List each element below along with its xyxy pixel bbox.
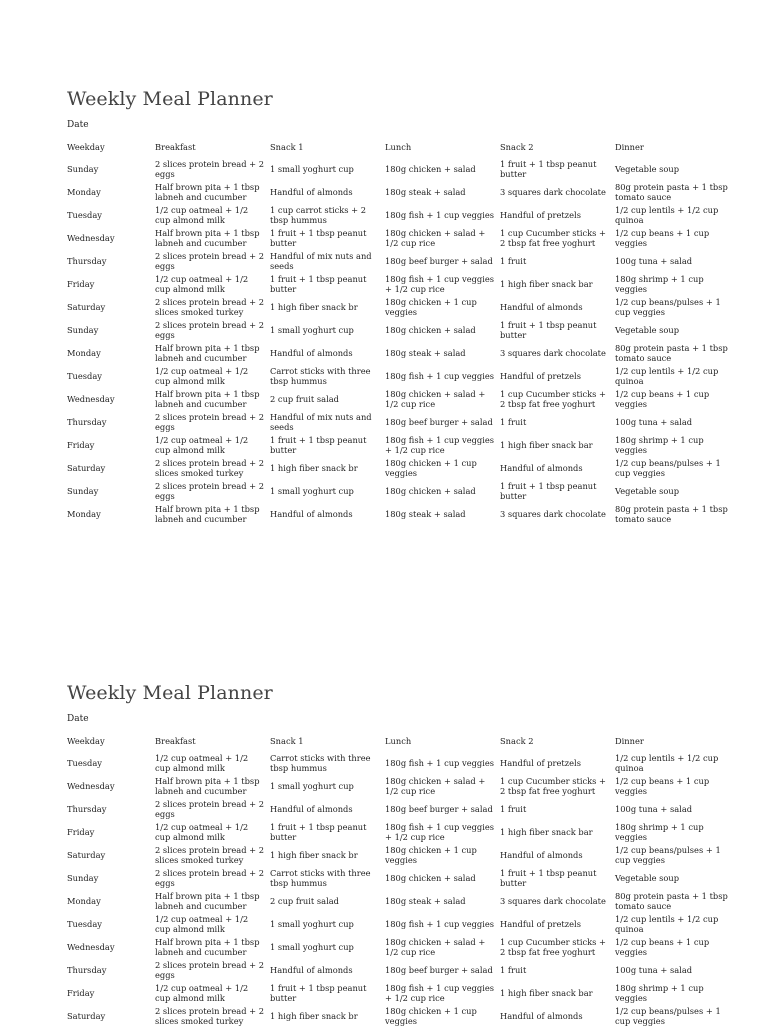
page-title: Weekly Meal Planner xyxy=(67,88,273,110)
weekday-cell: Tuesday xyxy=(67,757,102,768)
breakfast-cell: 2 slices protein bread + 2 eggs xyxy=(155,251,265,271)
dinner-cell: 1/2 cup beans/pulses + 1 cup veggies xyxy=(615,458,721,478)
snack2-cell: 1 cup Cucumber sticks + 2 tbsp fat free yoghurt xyxy=(500,937,606,957)
column-header: Weekday xyxy=(67,736,105,747)
breakfast-cell: Half brown pita + 1 tbsp labneh and cucumber xyxy=(155,182,260,202)
dinner-cell: 100g tuna + salad xyxy=(615,416,693,427)
dinner-cell: 80g protein pasta + 1 tbsp tomato sauce xyxy=(615,343,728,363)
lunch-cell: 180g steak + salad xyxy=(385,508,466,519)
breakfast-cell: Half brown pita + 1 tbsp labneh and cucumber xyxy=(155,891,260,911)
weekday-cell: Monday xyxy=(67,186,101,197)
weekday-cell: Friday xyxy=(67,278,95,289)
snack2-cell: Handful of almonds xyxy=(500,849,583,860)
breakfast-cell: 1/2 cup oatmeal + 1/2 cup almond milk xyxy=(155,914,249,934)
dinner-cell: 180g shrimp + 1 cup veggies xyxy=(615,274,704,294)
table-row xyxy=(65,503,730,526)
snack2-cell: Handful of almonds xyxy=(500,301,583,312)
dinner-cell: Vegetable soup xyxy=(615,163,680,174)
table-row xyxy=(65,752,730,775)
weekday-cell: Thursday xyxy=(67,964,107,975)
breakfast-cell: 2 slices protein bread + 2 eggs xyxy=(155,868,265,888)
weekday-cell: Sunday xyxy=(67,872,99,883)
breakfast-cell: 1/2 cup oatmeal + 1/2 cup almond milk xyxy=(155,435,249,455)
snack1-cell: 1 small yoghurt cup xyxy=(270,941,354,952)
snack2-cell: 1 fruit xyxy=(500,416,527,427)
table-row xyxy=(65,982,730,1005)
dinner-cell: 100g tuna + salad xyxy=(615,255,693,266)
breakfast-cell: 2 slices protein bread + 2 slices smoked turkey xyxy=(155,458,265,478)
dinner-cell: 80g protein pasta + 1 tbsp tomato sauce xyxy=(615,504,728,524)
table-row xyxy=(65,181,730,204)
table-row xyxy=(65,342,730,365)
dinner-cell: 80g protein pasta + 1 tbsp tomato sauce xyxy=(615,891,728,911)
weekday-cell: Tuesday xyxy=(67,918,102,929)
snack1-cell: Handful of almonds xyxy=(270,964,353,975)
lunch-cell: 180g fish + 1 cup veggies xyxy=(385,370,495,381)
lunch-cell: 180g beef burger + salad xyxy=(385,416,493,427)
column-header: Dinner xyxy=(615,736,644,747)
dinner-cell: 1/2 cup beans/pulses + 1 cup veggies xyxy=(615,1006,721,1026)
weekday-cell: Sunday xyxy=(67,324,99,335)
table-row xyxy=(65,867,730,890)
dinner-cell: 1/2 cup lentils + 1/2 cup quinoa xyxy=(615,753,719,773)
table-row xyxy=(65,480,730,503)
column-header: Snack 1 xyxy=(270,142,304,153)
table-row xyxy=(65,158,730,181)
snack1-cell: 1 high fiber snack br xyxy=(270,301,358,312)
dinner-cell: Vegetable soup xyxy=(615,872,680,883)
weekday-cell: Thursday xyxy=(67,803,107,814)
table-row xyxy=(65,411,730,434)
weekday-cell: Saturday xyxy=(67,1010,106,1021)
snack1-cell: 2 cup fruit salad xyxy=(270,393,339,404)
lunch-cell: 180g beef burger + salad xyxy=(385,964,493,975)
breakfast-cell: 2 slices protein bread + 2 slices smoked turkey xyxy=(155,1006,265,1026)
lunch-cell: 180g fish + 1 cup veggies + 1/2 cup rice xyxy=(385,822,495,842)
lunch-cell: 180g fish + 1 cup veggies xyxy=(385,918,495,929)
lunch-cell: 180g chicken + salad + 1/2 cup rice xyxy=(385,776,486,796)
snack1-cell: 1 fruit + 1 tbsp peanut butter xyxy=(270,822,367,842)
table-row xyxy=(65,434,730,457)
table-row xyxy=(65,273,730,296)
snack2-cell: 1 high fiber snack bar xyxy=(500,987,593,998)
column-header: Weekday xyxy=(67,142,105,153)
column-header: Breakfast xyxy=(155,736,196,747)
breakfast-cell: Half brown pita + 1 tbsp labneh and cucumber xyxy=(155,389,260,409)
breakfast-cell: 1/2 cup oatmeal + 1/2 cup almond milk xyxy=(155,822,249,842)
table-row xyxy=(65,913,730,936)
breakfast-cell: 1/2 cup oatmeal + 1/2 cup almond milk xyxy=(155,983,249,1003)
snack2-cell: 1 fruit xyxy=(500,964,527,975)
dinner-cell: 1/2 cup beans + 1 cup veggies xyxy=(615,776,710,796)
lunch-cell: 180g fish + 1 cup veggies + 1/2 cup rice xyxy=(385,983,495,1003)
lunch-cell: 180g chicken + salad + 1/2 cup rice xyxy=(385,937,486,957)
breakfast-cell: 2 slices protein bread + 2 slices smoked turkey xyxy=(155,297,265,317)
lunch-cell: 180g chicken + salad + 1/2 cup rice xyxy=(385,228,486,248)
table-row xyxy=(65,388,730,411)
lunch-cell: 180g steak + salad xyxy=(385,347,466,358)
breakfast-cell: 2 slices protein bread + 2 eggs xyxy=(155,960,265,980)
table-row xyxy=(65,821,730,844)
table-row xyxy=(65,890,730,913)
dinner-cell: 1/2 cup beans + 1 cup veggies xyxy=(615,937,710,957)
dinner-cell: Vegetable soup xyxy=(615,485,680,496)
weekday-cell: Thursday xyxy=(67,416,107,427)
snack1-cell: 1 fruit + 1 tbsp peanut butter xyxy=(270,435,367,455)
table-row xyxy=(65,1005,730,1028)
column-header: Dinner xyxy=(615,142,644,153)
snack1-cell: 1 high fiber snack br xyxy=(270,849,358,860)
lunch-cell: 180g fish + 1 cup veggies + 1/2 cup rice xyxy=(385,435,495,455)
column-header: Snack 2 xyxy=(500,142,534,153)
snack2-cell: Handful of almonds xyxy=(500,462,583,473)
breakfast-cell: 2 slices protein bread + 2 eggs xyxy=(155,799,265,819)
snack2-cell: 1 high fiber snack bar xyxy=(500,826,593,837)
snack2-cell: 3 squares dark chocolate xyxy=(500,347,606,358)
meal-plan-table xyxy=(65,732,730,1028)
weekday-cell: Wednesday xyxy=(67,941,115,952)
column-header: Lunch xyxy=(385,142,412,153)
weekday-cell: Saturday xyxy=(67,849,106,860)
snack2-cell: 3 squares dark chocolate xyxy=(500,895,606,906)
meal-plan-table xyxy=(65,138,730,526)
lunch-cell: 180g chicken + 1 cup veggies xyxy=(385,297,477,317)
breakfast-cell: 2 slices protein bread + 2 slices smoked turkey xyxy=(155,845,265,865)
snack2-cell: 1 cup Cucumber sticks + 2 tbsp fat free yoghurt xyxy=(500,389,606,409)
snack2-cell: 1 fruit xyxy=(500,803,527,814)
weekday-cell: Saturday xyxy=(67,462,106,473)
lunch-cell: 180g beef burger + salad xyxy=(385,803,493,814)
lunch-cell: 180g fish + 1 cup veggies xyxy=(385,209,495,220)
column-header: Snack 1 xyxy=(270,736,304,747)
weekday-cell: Monday xyxy=(67,347,101,358)
breakfast-cell: 2 slices protein bread + 2 eggs xyxy=(155,159,265,179)
snack1-cell: Carrot sticks with three tbsp hummus xyxy=(270,366,371,386)
lunch-cell: 180g chicken + salad xyxy=(385,324,476,335)
lunch-cell: 180g beef burger + salad xyxy=(385,255,493,266)
lunch-cell: 180g chicken + salad xyxy=(385,872,476,883)
snack1-cell: 1 small yoghurt cup xyxy=(270,485,354,496)
lunch-cell: 180g chicken + salad + 1/2 cup rice xyxy=(385,389,486,409)
table-row xyxy=(65,227,730,250)
dinner-cell: 100g tuna + salad xyxy=(615,964,693,975)
snack1-cell: Carrot sticks with three tbsp hummus xyxy=(270,868,371,888)
breakfast-cell: Half brown pita + 1 tbsp labneh and cucumber xyxy=(155,228,260,248)
breakfast-cell: 1/2 cup oatmeal + 1/2 cup almond milk xyxy=(155,205,249,225)
weekday-cell: Saturday xyxy=(67,301,106,312)
lunch-cell: 180g chicken + 1 cup veggies xyxy=(385,1006,477,1026)
snack1-cell: 1 small yoghurt cup xyxy=(270,163,354,174)
snack1-cell: Handful of mix nuts and seeds xyxy=(270,251,372,271)
dinner-cell: 1/2 cup lentils + 1/2 cup quinoa xyxy=(615,205,719,225)
lunch-cell: 180g fish + 1 cup veggies xyxy=(385,757,495,768)
snack1-cell: 1 high fiber snack br xyxy=(270,462,358,473)
date-label: Date xyxy=(67,120,89,130)
lunch-cell: 180g chicken + 1 cup veggies xyxy=(385,845,477,865)
weekday-cell: Monday xyxy=(67,895,101,906)
snack1-cell: 1 small yoghurt cup xyxy=(270,780,354,791)
column-header: Breakfast xyxy=(155,142,196,153)
table-row xyxy=(65,775,730,798)
snack2-cell: 1 fruit xyxy=(500,255,527,266)
weekday-cell: Wednesday xyxy=(67,232,115,243)
breakfast-cell: 2 slices protein bread + 2 eggs xyxy=(155,481,265,501)
snack1-cell: 1 cup carrot sticks + 2 tbsp hummus xyxy=(270,205,367,225)
snack2-cell: Handful of pretzels xyxy=(500,209,581,220)
dinner-cell: 180g shrimp + 1 cup veggies xyxy=(615,983,704,1003)
breakfast-cell: 2 slices protein bread + 2 eggs xyxy=(155,320,265,340)
weekday-cell: Friday xyxy=(67,826,95,837)
snack2-cell: 3 squares dark chocolate xyxy=(500,186,606,197)
snack2-cell: 1 cup Cucumber sticks + 2 tbsp fat free yoghurt xyxy=(500,228,606,248)
snack2-cell: Handful of pretzels xyxy=(500,918,581,929)
snack2-cell: Handful of pretzels xyxy=(500,370,581,381)
table-row xyxy=(65,296,730,319)
table-row xyxy=(65,457,730,480)
snack2-cell: 1 fruit + 1 tbsp peanut butter xyxy=(500,159,597,179)
breakfast-cell: 1/2 cup oatmeal + 1/2 cup almond milk xyxy=(155,274,249,294)
snack1-cell: 1 high fiber snack br xyxy=(270,1010,358,1021)
snack1-cell: 1 small yoghurt cup xyxy=(270,918,354,929)
weekday-cell: Friday xyxy=(67,439,95,450)
dinner-cell: 100g tuna + salad xyxy=(615,803,693,814)
snack1-cell: 1 small yoghurt cup xyxy=(270,324,354,335)
weekday-cell: Wednesday xyxy=(67,780,115,791)
weekday-cell: Sunday xyxy=(67,485,99,496)
table-row xyxy=(65,319,730,342)
table-row xyxy=(65,204,730,227)
table-row xyxy=(65,250,730,273)
breakfast-cell: 1/2 cup oatmeal + 1/2 cup almond milk xyxy=(155,366,249,386)
lunch-cell: 180g chicken + 1 cup veggies xyxy=(385,458,477,478)
breakfast-cell: 2 slices protein bread + 2 eggs xyxy=(155,412,265,432)
table-row xyxy=(65,844,730,867)
snack1-cell: 1 fruit + 1 tbsp peanut butter xyxy=(270,983,367,1003)
column-header: Snack 2 xyxy=(500,736,534,747)
snack1-cell: 1 fruit + 1 tbsp peanut butter xyxy=(270,274,367,294)
weekday-cell: Thursday xyxy=(67,255,107,266)
dinner-cell: Vegetable soup xyxy=(615,324,680,335)
snack2-cell: 1 high fiber snack bar xyxy=(500,439,593,450)
snack1-cell: Handful of mix nuts and seeds xyxy=(270,412,372,432)
breakfast-cell: 1/2 cup oatmeal + 1/2 cup almond milk xyxy=(155,753,249,773)
lunch-cell: 180g chicken + salad xyxy=(385,485,476,496)
table-row xyxy=(65,365,730,388)
date-label: Date xyxy=(67,714,89,724)
breakfast-cell: Half brown pita + 1 tbsp labneh and cucumber xyxy=(155,937,260,957)
lunch-cell: 180g steak + salad xyxy=(385,186,466,197)
weekday-cell: Wednesday xyxy=(67,393,115,404)
dinner-cell: 180g shrimp + 1 cup veggies xyxy=(615,435,704,455)
snack2-cell: Handful of almonds xyxy=(500,1010,583,1021)
dinner-cell: 1/2 cup beans/pulses + 1 cup veggies xyxy=(615,297,721,317)
snack1-cell: Handful of almonds xyxy=(270,347,353,358)
snack2-cell: 1 fruit + 1 tbsp peanut butter xyxy=(500,320,597,340)
breakfast-cell: Half brown pita + 1 tbsp labneh and cucumber xyxy=(155,776,260,796)
dinner-cell: 1/2 cup lentils + 1/2 cup quinoa xyxy=(615,366,719,386)
breakfast-cell: Half brown pita + 1 tbsp labneh and cucumber xyxy=(155,343,260,363)
table-row xyxy=(65,936,730,959)
weekday-cell: Tuesday xyxy=(67,370,102,381)
dinner-cell: 1/2 cup beans/pulses + 1 cup veggies xyxy=(615,845,721,865)
dinner-cell: 1/2 cup beans + 1 cup veggies xyxy=(615,228,710,248)
dinner-cell: 1/2 cup beans + 1 cup veggies xyxy=(615,389,710,409)
dinner-cell: 180g shrimp + 1 cup veggies xyxy=(615,822,704,842)
snack2-cell: Handful of pretzels xyxy=(500,757,581,768)
dinner-cell: 80g protein pasta + 1 tbsp tomato sauce xyxy=(615,182,728,202)
snack2-cell: 1 high fiber snack bar xyxy=(500,278,593,289)
snack2-cell: 1 fruit + 1 tbsp peanut butter xyxy=(500,481,597,501)
weekday-cell: Friday xyxy=(67,987,95,998)
lunch-cell: 180g fish + 1 cup veggies + 1/2 cup rice xyxy=(385,274,495,294)
dinner-cell: 1/2 cup lentils + 1/2 cup quinoa xyxy=(615,914,719,934)
snack1-cell: 1 fruit + 1 tbsp peanut butter xyxy=(270,228,367,248)
table-row xyxy=(65,959,730,982)
snack1-cell: Handful of almonds xyxy=(270,508,353,519)
weekday-cell: Monday xyxy=(67,508,101,519)
lunch-cell: 180g steak + salad xyxy=(385,895,466,906)
breakfast-cell: Half brown pita + 1 tbsp labneh and cucumber xyxy=(155,504,260,524)
snack2-cell: 1 fruit + 1 tbsp peanut butter xyxy=(500,868,597,888)
snack2-cell: 3 squares dark chocolate xyxy=(500,508,606,519)
snack1-cell: 2 cup fruit salad xyxy=(270,895,339,906)
weekday-cell: Sunday xyxy=(67,163,99,174)
snack1-cell: Carrot sticks with three tbsp hummus xyxy=(270,753,371,773)
page-title: Weekly Meal Planner xyxy=(67,682,273,704)
table-header-row xyxy=(65,732,730,752)
snack1-cell: Handful of almonds xyxy=(270,186,353,197)
weekday-cell: Tuesday xyxy=(67,209,102,220)
snack2-cell: 1 cup Cucumber sticks + 2 tbsp fat free yoghurt xyxy=(500,776,606,796)
table-header-row xyxy=(65,138,730,158)
column-header: Lunch xyxy=(385,736,412,747)
table-row xyxy=(65,798,730,821)
snack1-cell: Handful of almonds xyxy=(270,803,353,814)
lunch-cell: 180g chicken + salad xyxy=(385,163,476,174)
